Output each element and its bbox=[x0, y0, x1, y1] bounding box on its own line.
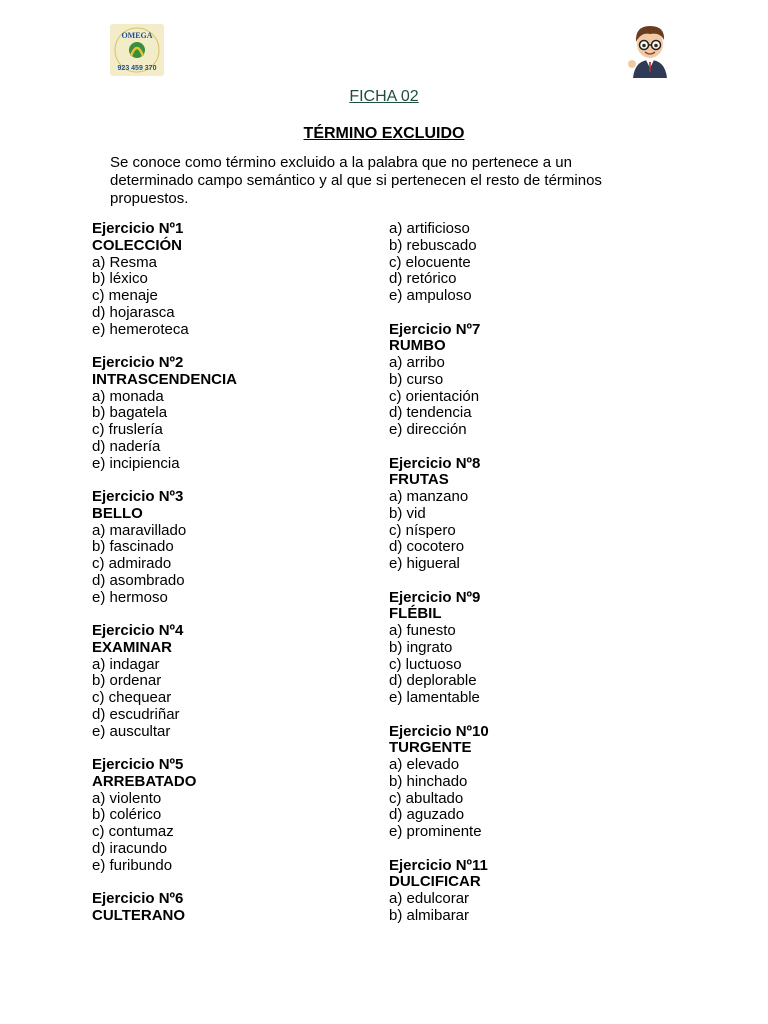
exercise-option: b) vid bbox=[389, 504, 426, 522]
exercise-header: Ejercicio Nº4 bbox=[92, 622, 184, 639]
exercise-option: b) rebuscado bbox=[389, 236, 477, 254]
left-column bbox=[92, 221, 362, 941]
logo-phone-text: 923 459 370 bbox=[117, 65, 157, 72]
exercise-header: Ejercicio Nº6 bbox=[92, 890, 184, 907]
exercise-option: e) dirección bbox=[389, 421, 467, 438]
exercise-word: FRUTAS bbox=[389, 471, 449, 489]
exercise-option: b) almibarar bbox=[389, 906, 470, 924]
exercise-8 bbox=[389, 456, 659, 573]
exercise-option: e) furibundo bbox=[92, 856, 173, 874]
exercise-header: Ejercicio Nº5 bbox=[92, 756, 184, 773]
exercise-option: a) violento bbox=[92, 789, 162, 807]
exercise-header: Ejercicio Nº3 bbox=[92, 488, 184, 505]
exercise-header: Ejercicio Nº7 bbox=[389, 320, 481, 338]
exercise-option: c) chequear bbox=[92, 689, 172, 706]
omega-logo bbox=[110, 24, 164, 76]
page-title: FICHA 02 bbox=[349, 88, 419, 105]
exercise-option: e) hermoso bbox=[92, 588, 168, 606]
exercise-option: d) escudriñar bbox=[92, 705, 180, 723]
exercise-option: d) hojarasca bbox=[92, 303, 175, 321]
exercise-option: c) elocuente bbox=[389, 253, 471, 271]
exercise-option: c) admirado bbox=[92, 555, 172, 572]
exercise-header: Ejercicio Nº10 bbox=[389, 722, 489, 740]
exercise-9 bbox=[389, 590, 659, 707]
exercise-option: d) asombrado bbox=[92, 571, 185, 589]
exercise-option: a) arribo bbox=[389, 354, 445, 371]
exercise-option: c) menaje bbox=[92, 287, 158, 304]
exercise-word: INTRASCENDENCIA bbox=[92, 370, 238, 388]
exercise-option: d) iracundo bbox=[92, 839, 168, 857]
exercise-header: Ejercicio Nº8 bbox=[389, 454, 481, 472]
exercise-option: a) maravillado bbox=[92, 521, 187, 539]
exercise-option: b) ordenar bbox=[92, 672, 162, 690]
exercise-1 bbox=[92, 221, 362, 338]
exercise-option: d) aguzado bbox=[389, 806, 465, 824]
exercise-option: c) níspero bbox=[389, 521, 456, 539]
exercise-7 bbox=[389, 322, 659, 439]
exercise-4 bbox=[92, 623, 362, 740]
exercise-option: c) luctuoso bbox=[389, 655, 462, 673]
exercise-header: Ejercicio Nº1 bbox=[92, 220, 184, 237]
logo-name-text: OMEGA bbox=[121, 31, 153, 40]
exercise-6-options bbox=[389, 221, 659, 305]
exercise-word: FLÉBIL bbox=[389, 605, 442, 623]
exercise-word: EXAMINAR bbox=[92, 638, 173, 656]
exercise-option: a) manzano bbox=[389, 488, 469, 505]
exercise-option: c) contumaz bbox=[92, 823, 174, 840]
exercise-option: a) edulcorar bbox=[389, 890, 470, 907]
page-subtitle: TÉRMINO EXCLUIDO bbox=[303, 125, 465, 142]
exercise-header: Ejercicio Nº2 bbox=[92, 354, 184, 371]
exercise-option: c) abultado bbox=[389, 789, 464, 807]
exercise-option: b) hinchado bbox=[389, 772, 468, 790]
exercise-option: b) léxico bbox=[92, 270, 148, 288]
exercise-word: TURGENTE bbox=[389, 739, 472, 757]
exercise-word: RUMBO bbox=[389, 337, 446, 355]
exercise-option: b) curso bbox=[389, 370, 444, 388]
right-column bbox=[389, 221, 659, 941]
exercise-option: b) fascinado bbox=[92, 538, 174, 556]
exercise-option: e) prominente bbox=[389, 823, 482, 840]
exercise-option: d) retórico bbox=[389, 270, 457, 288]
exercise-11 bbox=[389, 858, 659, 925]
exercise-3 bbox=[92, 489, 362, 606]
exercise-option: b) colérico bbox=[92, 806, 162, 824]
exercise-header: Ejercicio Nº11 bbox=[389, 856, 488, 874]
exercise-option: b) bagatela bbox=[92, 404, 168, 422]
exercise-option: a) elevado bbox=[389, 756, 460, 773]
exercise-word: ARREBATADO bbox=[92, 772, 197, 790]
exercise-header: Ejercicio Nº9 bbox=[389, 588, 481, 606]
exercise-option: d) deplorable bbox=[389, 672, 477, 690]
exercise-6 bbox=[92, 891, 362, 925]
exercise-option: b) ingrato bbox=[389, 638, 453, 656]
exercise-option: c) orientación bbox=[389, 387, 480, 405]
exercise-word: DULCIFICAR bbox=[389, 873, 481, 891]
exercise-option: e) hemeroteca bbox=[92, 320, 189, 338]
exercise-option: a) funesto bbox=[389, 622, 456, 639]
exercise-option: d) nadería bbox=[92, 437, 161, 455]
exercise-option: d) cocotero bbox=[389, 538, 465, 556]
exercise-2 bbox=[92, 355, 362, 472]
exercise-word: BELLO bbox=[92, 504, 143, 522]
exercise-option: a) monada bbox=[92, 387, 164, 405]
exercise-option: a) artificioso bbox=[389, 220, 470, 237]
intro-paragraph: Se conoce como término excluido a la palabra que no pertenece a un determinado campo semántico y al que si pertenecen el resto de términos propuestos. bbox=[110, 154, 602, 207]
exercise-option: e) lamentable bbox=[389, 689, 480, 706]
exercise-option: c) fruslería bbox=[92, 421, 163, 438]
avatar-illustration bbox=[627, 20, 673, 78]
exercise-option: e) higueral bbox=[389, 555, 460, 572]
exercise-option: e) auscultar bbox=[92, 722, 171, 740]
exercise-option: e) incipiencia bbox=[92, 454, 180, 472]
exercise-option: a) indagar bbox=[92, 655, 160, 673]
exercise-5 bbox=[92, 757, 362, 874]
exercise-word: COLECCIÓN bbox=[92, 236, 182, 254]
exercise-word: CULTERANO bbox=[92, 906, 186, 924]
exercise-10 bbox=[389, 724, 659, 841]
exercise-option: d) tendencia bbox=[389, 404, 472, 422]
exercise-option: e) ampuloso bbox=[389, 287, 472, 304]
exercise-option: a) Resma bbox=[92, 253, 158, 271]
